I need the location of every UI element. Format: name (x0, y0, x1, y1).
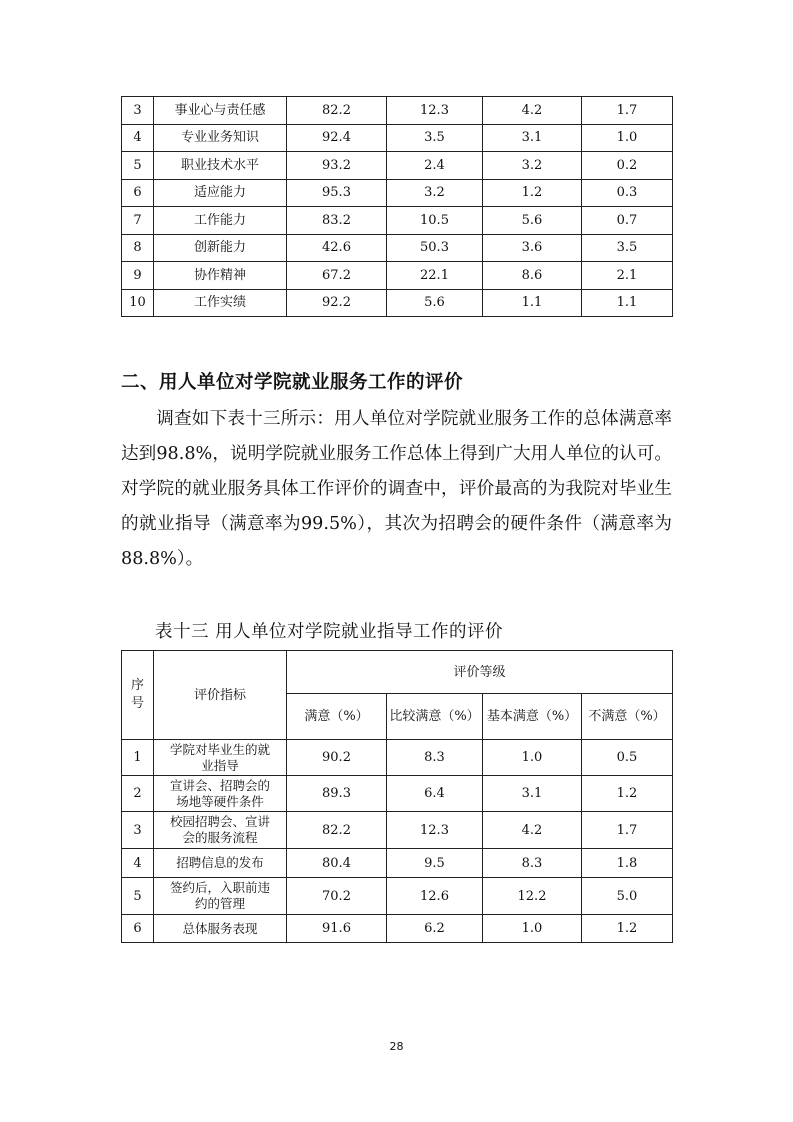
table-cell: 6.2 (387, 915, 483, 943)
table-row (122, 812, 673, 849)
table-cell: 4 (122, 124, 154, 152)
table-row (122, 849, 673, 878)
table-cell: 1 (122, 740, 154, 776)
table-row (122, 207, 673, 235)
table-cell: 82.2 (287, 97, 387, 125)
table-cell: 70.2 (287, 878, 387, 915)
table-cell: 3 (122, 97, 154, 125)
table-cell: 适应能力 (154, 179, 287, 207)
header-unsatisfied: 不满意（%） (582, 694, 673, 740)
table-cell: 10 (122, 289, 154, 317)
table-cell: 1.2 (582, 915, 673, 943)
table-cell: 5 (122, 878, 154, 915)
table-cell: 50.3 (387, 234, 483, 262)
table-row (122, 740, 673, 776)
table-cell: 3.5 (387, 124, 483, 152)
table-cell: 12.2 (483, 878, 582, 915)
table-cell: 8.3 (483, 849, 582, 878)
table-cell: 4 (122, 849, 154, 878)
table-cell: 1.8 (582, 849, 673, 878)
table-cell: 8.6 (483, 262, 582, 290)
table-cell: 3.2 (483, 152, 582, 180)
table-cell: 89.3 (287, 776, 387, 812)
table-cell: 7 (122, 207, 154, 235)
table-cell: 2.4 (387, 152, 483, 180)
table-row (122, 776, 673, 812)
table-cell: 6.4 (387, 776, 483, 812)
section-heading: 二、用人单位对学院就业服务工作的评价 (121, 372, 464, 393)
table-row (122, 179, 673, 207)
table-cell: 5.0 (582, 878, 673, 915)
table-cell: 12.3 (387, 97, 483, 125)
table-row (122, 152, 673, 180)
table-cell: 宣讲会、招聘会的场地等硬件条件 (154, 776, 287, 812)
table-cell: 12.6 (387, 878, 483, 915)
table-cell: 80.4 (287, 849, 387, 878)
table-cell: 0.3 (582, 179, 673, 207)
table-cell: 90.2 (287, 740, 387, 776)
header-fairly-satisfied: 比较满意（%） (387, 694, 483, 740)
table-cell: 3 (122, 812, 154, 849)
table-cell: 1.0 (483, 740, 582, 776)
table-cell: 1.0 (483, 915, 582, 943)
table-cell: 1.7 (582, 812, 673, 849)
table-cell: 5.6 (387, 289, 483, 317)
table-cell: 0.7 (582, 207, 673, 235)
table-cell: 91.6 (287, 915, 387, 943)
table-cell: 1.2 (582, 776, 673, 812)
table-cell: 8 (122, 234, 154, 262)
table-cell: 4.2 (483, 97, 582, 125)
table-cell: 42.6 (287, 234, 387, 262)
body-paragraph: 调查如下表十三所示：用人单位对学院就业服务工作的总体满意率达到98.8%，说明学院就业服务工作总体上得到广大用人单位的认可。对学院的就业服务具体工作评价的调查中，评价最高的为我院对毕业生的就业指导（满意率为99.5%），其次为招聘会的硬件条件（满意率为88.8%）。 (121, 409, 672, 569)
table-cell: 协作精神 (154, 262, 287, 290)
table-cell: 82.2 (287, 812, 387, 849)
table-cell: 92.4 (287, 124, 387, 152)
table-cell: 3.1 (483, 124, 582, 152)
table-cell: 22.1 (387, 262, 483, 290)
table-cell: 校园招聘会、宣讲会的服务流程 (154, 812, 287, 849)
table-cell: 创新能力 (154, 234, 287, 262)
header-seq: 序号 (122, 651, 154, 740)
table-cell: 总体服务表现 (154, 915, 287, 943)
header-rating-group: 评价等级 (287, 651, 673, 694)
table-cell: 工作能力 (154, 207, 287, 235)
table-cell: 0.5 (582, 740, 673, 776)
table-cell: 5.6 (483, 207, 582, 235)
table-cell: 92.2 (287, 289, 387, 317)
table-row (122, 124, 673, 152)
page-number: 28 (389, 1040, 404, 1053)
header-satisfied: 满意（%） (287, 694, 387, 740)
table-cell: 3.1 (483, 776, 582, 812)
table-cell: 9.5 (387, 849, 483, 878)
evaluation-table-continued (121, 96, 673, 317)
table-cell: 招聘信息的发布 (154, 849, 287, 878)
table-cell: 10.5 (387, 207, 483, 235)
table-cell: 事业心与责任感 (154, 97, 287, 125)
table-cell: 0.2 (582, 152, 673, 180)
table-row (122, 97, 673, 125)
table-cell: 6 (122, 915, 154, 943)
table-cell: 专业业务知识 (154, 124, 287, 152)
table-cell: 5 (122, 152, 154, 180)
table-cell: 3.5 (582, 234, 673, 262)
table-cell: 1.7 (582, 97, 673, 125)
employment-service-evaluation-table (121, 650, 673, 943)
table-cell: 9 (122, 262, 154, 290)
table-cell: 8.3 (387, 740, 483, 776)
table-cell: 2.1 (582, 262, 673, 290)
table-cell: 3.6 (483, 234, 582, 262)
table-cell: 签约后，入职前违约的管理 (154, 878, 287, 915)
table-row (122, 915, 673, 943)
table-cell: 职业技术水平 (154, 152, 287, 180)
table-cell: 6 (122, 179, 154, 207)
table-row (122, 234, 673, 262)
table-cell: 1.2 (483, 179, 582, 207)
table-cell: 12.3 (387, 812, 483, 849)
table-cell: 4.2 (483, 812, 582, 849)
table-cell: 1.0 (582, 124, 673, 152)
table-row (122, 262, 673, 290)
table-cell: 1.1 (582, 289, 673, 317)
table-cell: 工作实绩 (154, 289, 287, 317)
table-caption: 表十三 用人单位对学院就业指导工作的评价 (155, 622, 504, 642)
header-indicator: 评价指标 (154, 651, 287, 740)
table-cell: 67.2 (287, 262, 387, 290)
table-cell: 3.2 (387, 179, 483, 207)
table-cell: 学院对毕业生的就业指导 (154, 740, 287, 776)
table-cell: 2 (122, 776, 154, 812)
table-row (122, 289, 673, 317)
table-cell: 95.3 (287, 179, 387, 207)
table-cell: 93.2 (287, 152, 387, 180)
table-cell: 1.1 (483, 289, 582, 317)
table-row (122, 878, 673, 915)
header-basically-satisfied: 基本满意（%） (483, 694, 582, 740)
table-cell: 83.2 (287, 207, 387, 235)
